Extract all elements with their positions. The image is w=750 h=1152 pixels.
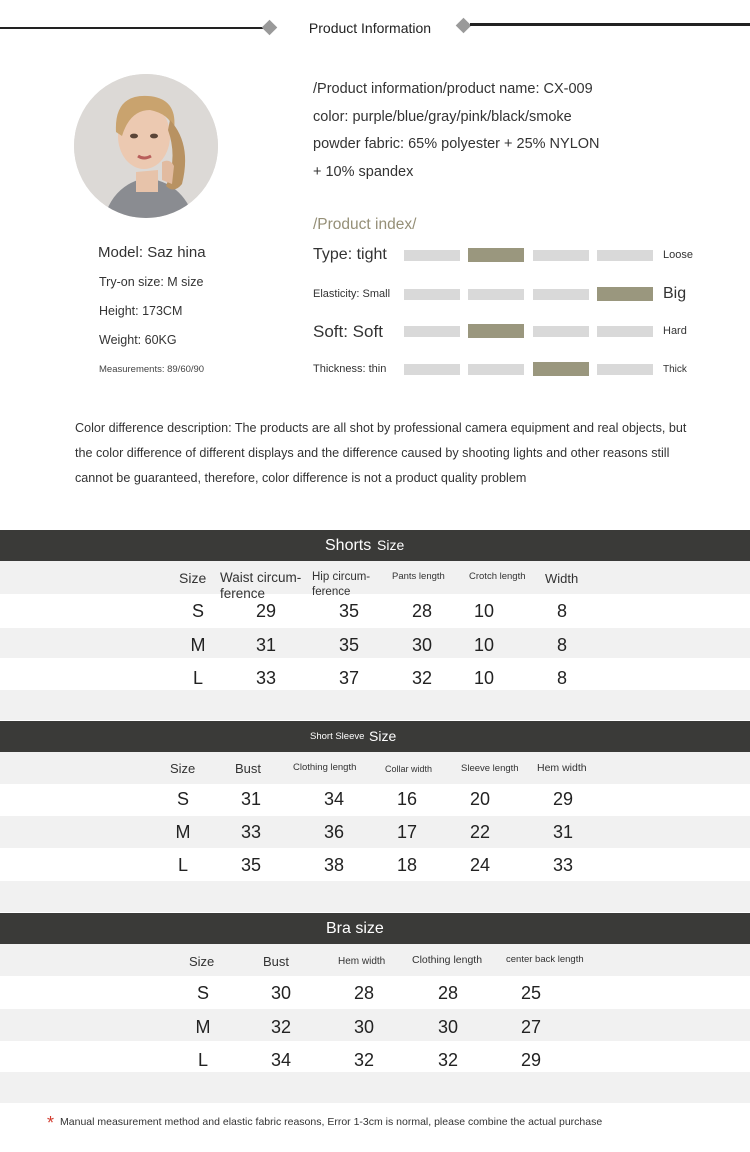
- model-height: Height: 173CM: [99, 304, 183, 318]
- index-row: [0, 355, 750, 385]
- table-column-header: Size: [179, 570, 207, 586]
- index-left-label: Thickness: thin: [313, 363, 387, 376]
- table-column-header: Clothing length: [412, 954, 483, 966]
- table-cell: 30: [411, 635, 433, 655]
- table-column-header: Size: [170, 761, 196, 776]
- table-cell: 29: [255, 601, 277, 621]
- table-cell: 10: [473, 635, 495, 655]
- table-cell: 35: [338, 601, 360, 621]
- table-cell: M: [175, 822, 191, 842]
- index-bar: [468, 248, 524, 262]
- sleeve-title: Short Sleeve: [310, 731, 365, 742]
- product-fabric-cont: + 10% spandex: [313, 164, 414, 180]
- table-column-header: Hem width: [537, 762, 587, 774]
- index-bar: [468, 364, 524, 375]
- product-fabric: powder fabric: 65% polyester + 25% NYLON: [313, 136, 600, 152]
- sleeve-title-size: Size: [369, 728, 397, 744]
- table-cell: 8: [556, 635, 567, 655]
- table-stripe: [0, 1072, 750, 1103]
- table-cell: 32: [353, 1050, 375, 1070]
- table-cell: 32: [411, 668, 433, 688]
- table-cell: 30: [437, 1017, 459, 1037]
- table-cell: 32: [437, 1050, 459, 1070]
- table-cell: 37: [338, 668, 360, 688]
- index-left-label: Elasticity: Small: [313, 288, 391, 301]
- table-cell: 34: [270, 1050, 292, 1070]
- asterisk-icon: *: [47, 1113, 55, 1133]
- table-column-header: Sleeve length: [461, 763, 519, 774]
- index-bar: [533, 362, 589, 376]
- footnote: [47, 1113, 602, 1134]
- index-bar: [468, 324, 524, 338]
- table-column-header: Bust: [235, 761, 262, 776]
- diamond-icon: [262, 20, 278, 36]
- table-cell: 10: [473, 601, 495, 621]
- table-stripe: [0, 628, 750, 658]
- shorts-title-size: Size: [377, 537, 405, 553]
- index-row: [0, 317, 750, 347]
- table-cell: L: [197, 1050, 208, 1070]
- model-name: Model: Saz hina: [98, 244, 206, 261]
- table-cell: 8: [556, 601, 567, 621]
- table-cell: M: [195, 1017, 211, 1037]
- index-bar: [533, 250, 589, 261]
- table-stripe: [0, 881, 750, 912]
- index-right-label: Hard: [663, 325, 687, 338]
- table-column-header: Collar width: [385, 764, 433, 774]
- model-measurements: Measurements: 89/60/90: [99, 364, 205, 375]
- header-line-right: [470, 23, 750, 26]
- shorts-table-header: [0, 530, 750, 561]
- table-cell: 30: [270, 983, 292, 1003]
- table-cell: 27: [520, 1017, 542, 1037]
- product-colors: color: purple/blue/gray/pink/black/smoke: [313, 109, 572, 125]
- model-photo: [74, 74, 218, 218]
- index-bar: [404, 364, 460, 375]
- table-cell: 29: [552, 789, 574, 809]
- table-cell: 17: [396, 822, 418, 842]
- table-cell: 18: [396, 855, 418, 875]
- table-cell: L: [192, 668, 203, 688]
- table-column-header: Waist circum-ference: [220, 570, 302, 601]
- shorts-title: Shorts: [325, 537, 372, 554]
- sleeve-table-header: [0, 721, 750, 752]
- index-bar: [597, 364, 653, 375]
- table-cell: 29: [520, 1050, 542, 1070]
- table-cell: S: [196, 983, 209, 1003]
- table-cell: M: [190, 635, 206, 655]
- table-cell: 34: [323, 789, 345, 809]
- model-weight: Weight: 60KG: [99, 333, 177, 347]
- table-cell: 36: [323, 822, 345, 842]
- table-cell: 33: [552, 855, 574, 875]
- index-left-label: Type: tight: [313, 246, 387, 264]
- color-difference-description: Color difference description: The products are all shot by professional camera equipment and real objects, but the color difference of different displays and the difference caused by shooting lights and other reasons still cannot be guaranteed, therefore, color difference is not a product quality problem: [75, 421, 687, 485]
- table-cell: 28: [437, 983, 459, 1003]
- table-column-header: Clothing length: [293, 762, 357, 773]
- index-bar: [404, 326, 460, 337]
- table-cell: 10: [473, 668, 495, 688]
- table-column-header: Hip circum-ference: [312, 571, 371, 598]
- index-left-label: Soft: Soft: [313, 321, 383, 341]
- table-column-header: Hem width: [338, 956, 386, 967]
- index-bar: [468, 289, 524, 300]
- table-cell: 33: [240, 822, 262, 842]
- table-cell: 35: [338, 635, 360, 655]
- footnote-text: Manual measurement method and elastic fabric reasons, Error 1-3cm is normal, please combine the actual purchase: [60, 1116, 603, 1128]
- table-cell: 16: [396, 789, 418, 809]
- table-column-header: Width: [545, 571, 579, 586]
- table-cell: S: [191, 601, 204, 621]
- section-title: Product Information: [308, 20, 432, 36]
- table-cell: 28: [353, 983, 375, 1003]
- index-bar: [404, 289, 460, 300]
- table-stripe: [0, 690, 750, 720]
- index-bar: [533, 289, 589, 300]
- table-column-header: Pants length: [392, 571, 445, 582]
- table-column-header: Size: [189, 954, 215, 969]
- product-index-title: /Product index/: [313, 216, 417, 233]
- table-cell: 24: [469, 855, 491, 875]
- table-stripe: [0, 816, 750, 848]
- bra-title: Bra size: [326, 920, 384, 937]
- index-right-label: Big: [663, 285, 687, 303]
- table-cell: 38: [323, 855, 345, 875]
- index-row: [0, 241, 750, 271]
- table-cell: 22: [469, 822, 491, 842]
- index-bar: [533, 326, 589, 337]
- index-bar: [597, 250, 653, 261]
- table-cell: L: [177, 855, 188, 875]
- table-column-header: Bust: [263, 954, 290, 969]
- bra-table-header: [0, 913, 750, 944]
- sleeve-header-band: [0, 752, 750, 784]
- product-name: /Product information/product name: CX-009: [313, 81, 593, 97]
- table-cell: 35: [240, 855, 262, 875]
- table-cell: 31: [552, 822, 574, 842]
- table-cell: S: [176, 789, 189, 809]
- table-cell: 8: [556, 668, 567, 688]
- model-tryon-size: Try-on size: M size: [99, 275, 204, 289]
- diamond-icon: [456, 18, 472, 34]
- index-row: [0, 280, 750, 310]
- table-cell: 31: [255, 635, 277, 655]
- table-cell: 28: [411, 601, 433, 621]
- table-column-header: Crotch length: [469, 571, 526, 582]
- table-cell: 20: [469, 789, 491, 809]
- index-right-label: Loose: [663, 249, 693, 262]
- table-cell: 25: [520, 983, 542, 1003]
- table-column-header: center back length: [506, 954, 584, 965]
- table-cell: 33: [255, 668, 277, 688]
- table-cell: 32: [270, 1017, 292, 1037]
- index-right-label: Thick: [663, 364, 687, 375]
- index-bar: [404, 250, 460, 261]
- index-bar: [597, 326, 653, 337]
- index-bar: [597, 287, 653, 301]
- header-line-left: [0, 27, 268, 29]
- table-cell: 31: [240, 789, 262, 809]
- table-cell: 30: [353, 1017, 375, 1037]
